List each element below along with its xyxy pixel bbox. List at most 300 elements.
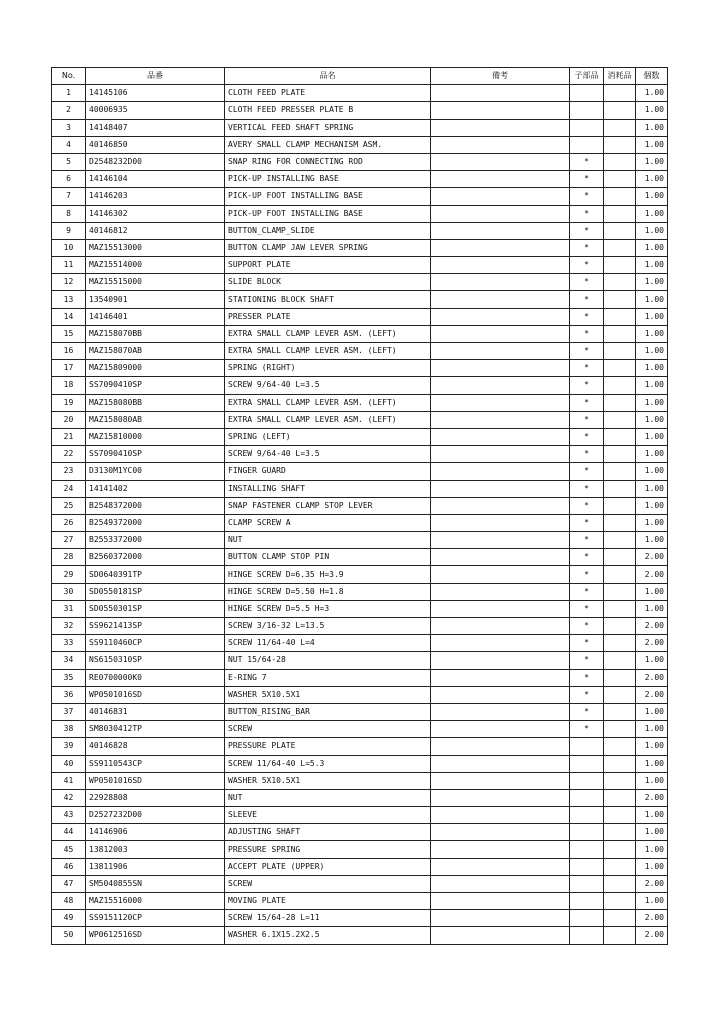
consumable-mark-cell <box>604 291 636 308</box>
row-number: 39 <box>52 738 86 755</box>
row-number: 15 <box>52 325 86 342</box>
quantity-cell: 1.00 <box>636 394 668 411</box>
part-name-cell: SLEEVE <box>225 807 431 824</box>
part-number-cell: 14146401 <box>86 308 225 325</box>
consumable-mark-cell <box>604 325 636 342</box>
table-row <box>52 446 668 463</box>
part-name-cell: SCREW 9/64-40 L=3.5 <box>225 377 431 394</box>
sub-part-mark-cell: * <box>570 446 604 463</box>
table-row <box>52 188 668 205</box>
sub-part-mark-cell: * <box>570 411 604 428</box>
table-row <box>52 875 668 892</box>
row-number: 25 <box>52 497 86 514</box>
parts-table-body <box>52 85 668 944</box>
quantity-cell: 2.00 <box>636 566 668 583</box>
consumable-mark-cell <box>604 446 636 463</box>
consumable-mark-cell <box>604 669 636 686</box>
part-name-cell: CLOTH FEED PLATE <box>225 85 431 102</box>
quantity-cell: 1.00 <box>636 480 668 497</box>
sub-part-mark-cell: * <box>570 686 604 703</box>
consumable-mark-cell <box>604 893 636 910</box>
consumable-mark-cell <box>604 618 636 635</box>
sub-part-mark-cell: * <box>570 239 604 256</box>
sub-part-mark-cell <box>570 910 604 927</box>
quantity-cell: 2.00 <box>636 669 668 686</box>
part-number-cell: SD0640391TP <box>86 566 225 583</box>
header-part-no: 品番 <box>86 68 225 85</box>
consumable-mark-cell <box>604 566 636 583</box>
table-row <box>52 824 668 841</box>
part-name-cell: PRESSER PLATE <box>225 308 431 325</box>
remarks-cell <box>431 411 570 428</box>
remarks-cell <box>431 858 570 875</box>
part-name-cell: HINGE SCREW D=5.5 H=3 <box>225 600 431 617</box>
quantity-cell: 1.00 <box>636 703 668 720</box>
remarks-cell <box>431 360 570 377</box>
table-row <box>52 514 668 531</box>
row-number: 4 <box>52 136 86 153</box>
sub-part-mark-cell: * <box>570 360 604 377</box>
consumable-mark-cell <box>604 377 636 394</box>
part-number-cell: D2548232D00 <box>86 153 225 170</box>
part-name-cell: EXTRA SMALL CLAMP LEVER ASM. (LEFT) <box>225 411 431 428</box>
part-number-cell: 13812003 <box>86 841 225 858</box>
quantity-cell: 1.00 <box>636 85 668 102</box>
table-row <box>52 325 668 342</box>
part-name-cell: PICK-UP FOOT INSTALLING BASE <box>225 205 431 222</box>
remarks-cell <box>431 446 570 463</box>
sub-part-mark-cell: * <box>570 377 604 394</box>
sub-part-mark-cell: * <box>570 343 604 360</box>
table-row <box>52 308 668 325</box>
quantity-cell: 1.00 <box>636 738 668 755</box>
part-number-cell: SS7090410SP <box>86 377 225 394</box>
remarks-cell <box>431 893 570 910</box>
table-row <box>52 910 668 927</box>
table-row <box>52 136 668 153</box>
table-row <box>52 549 668 566</box>
remarks-cell <box>431 325 570 342</box>
table-row <box>52 257 668 274</box>
quantity-cell: 2.00 <box>636 910 668 927</box>
header-remarks: 備考 <box>431 68 570 85</box>
sub-part-mark-cell: * <box>570 583 604 600</box>
quantity-cell: 1.00 <box>636 463 668 480</box>
table-row <box>52 222 668 239</box>
row-number: 43 <box>52 807 86 824</box>
part-name-cell: SCREW 3/16-32 L=13.5 <box>225 618 431 635</box>
consumable-mark-cell <box>604 411 636 428</box>
part-number-cell: MAZ15514000 <box>86 257 225 274</box>
remarks-cell <box>431 772 570 789</box>
row-number: 28 <box>52 549 86 566</box>
remarks-cell <box>431 257 570 274</box>
quantity-cell: 2.00 <box>636 789 668 806</box>
remarks-cell <box>431 153 570 170</box>
part-number-cell: SS9621413SP <box>86 618 225 635</box>
sub-part-mark-cell: * <box>570 325 604 342</box>
sub-part-mark-cell: * <box>570 188 604 205</box>
row-number: 17 <box>52 360 86 377</box>
quantity-cell: 1.00 <box>636 188 668 205</box>
remarks-cell <box>431 618 570 635</box>
consumable-mark-cell <box>604 583 636 600</box>
part-name-cell: WASHER 5X10.5X1 <box>225 772 431 789</box>
quantity-cell: 1.00 <box>636 291 668 308</box>
part-number-cell: 14146203 <box>86 188 225 205</box>
remarks-cell <box>431 222 570 239</box>
part-name-cell: PRESSURE PLATE <box>225 738 431 755</box>
sub-part-mark-cell: * <box>570 721 604 738</box>
quantity-cell: 2.00 <box>636 686 668 703</box>
part-number-cell: 14145106 <box>86 85 225 102</box>
table-row <box>52 343 668 360</box>
part-number-cell: 13811906 <box>86 858 225 875</box>
part-number-cell: 40146850 <box>86 136 225 153</box>
part-name-cell: SNAP FASTENER CLAMP STOP LEVER <box>225 497 431 514</box>
part-name-cell: CLAMP SCREW A <box>225 514 431 531</box>
consumable-mark-cell <box>604 343 636 360</box>
row-number: 31 <box>52 600 86 617</box>
header-no: No. <box>52 68 86 85</box>
part-number-cell: MAZ15515000 <box>86 274 225 291</box>
part-number-cell: 40006935 <box>86 102 225 119</box>
row-number: 35 <box>52 669 86 686</box>
part-number-cell: 22928808 <box>86 789 225 806</box>
row-number: 38 <box>52 721 86 738</box>
part-number-cell: SS9110543CP <box>86 755 225 772</box>
remarks-cell <box>431 669 570 686</box>
table-row <box>52 274 668 291</box>
consumable-mark-cell <box>604 85 636 102</box>
quantity-cell: 1.00 <box>636 600 668 617</box>
consumable-mark-cell <box>604 875 636 892</box>
table-row <box>52 377 668 394</box>
consumable-mark-cell <box>604 308 636 325</box>
part-name-cell: WASHER 6.1X15.2X2.5 <box>225 927 431 944</box>
consumable-mark-cell <box>604 721 636 738</box>
part-name-cell: AVERY SMALL CLAMP MECHANISM ASM. <box>225 136 431 153</box>
table-row <box>52 497 668 514</box>
row-number: 22 <box>52 446 86 463</box>
sub-part-mark-cell: * <box>570 635 604 652</box>
remarks-cell <box>431 600 570 617</box>
quantity-cell: 1.00 <box>636 428 668 445</box>
row-number: 7 <box>52 188 86 205</box>
consumable-mark-cell <box>604 755 636 772</box>
part-number-cell: SM8030412TP <box>86 721 225 738</box>
row-number: 9 <box>52 222 86 239</box>
header-qty: 個数 <box>636 68 668 85</box>
header-sub-part: 子部品 <box>570 68 604 85</box>
row-number: 13 <box>52 291 86 308</box>
remarks-cell <box>431 927 570 944</box>
sub-part-mark-cell: * <box>570 222 604 239</box>
table-row <box>52 807 668 824</box>
table-row <box>52 85 668 102</box>
part-number-cell: 14146104 <box>86 171 225 188</box>
table-row <box>52 893 668 910</box>
table-row <box>52 669 668 686</box>
part-name-cell: BUTTON CLAMP JAW LEVER SPRING <box>225 239 431 256</box>
part-name-cell: VERTICAL FEED SHAFT SPRING <box>225 119 431 136</box>
remarks-cell <box>431 532 570 549</box>
header-name: 品名 <box>225 68 431 85</box>
row-number: 14 <box>52 308 86 325</box>
sub-part-mark-cell <box>570 824 604 841</box>
row-number: 27 <box>52 532 86 549</box>
remarks-cell <box>431 480 570 497</box>
part-name-cell: WASHER 5X10.5X1 <box>225 686 431 703</box>
part-name-cell: CLOTH FEED PRESSER PLATE B <box>225 102 431 119</box>
consumable-mark-cell <box>604 360 636 377</box>
table-row <box>52 618 668 635</box>
quantity-cell: 1.00 <box>636 119 668 136</box>
table-row <box>52 738 668 755</box>
remarks-cell <box>431 738 570 755</box>
part-number-cell: MAZ158080BB <box>86 394 225 411</box>
table-row <box>52 360 668 377</box>
part-name-cell: E-RING 7 <box>225 669 431 686</box>
table-row <box>52 480 668 497</box>
remarks-cell <box>431 85 570 102</box>
remarks-cell <box>431 566 570 583</box>
table-row <box>52 772 668 789</box>
row-number: 32 <box>52 618 86 635</box>
consumable-mark-cell <box>604 927 636 944</box>
consumable-mark-cell <box>604 222 636 239</box>
sub-part-mark-cell <box>570 893 604 910</box>
quantity-cell: 1.00 <box>636 721 668 738</box>
part-name-cell: BUTTON CLAMP STOP PIN <box>225 549 431 566</box>
part-number-cell: SS9151120CP <box>86 910 225 927</box>
consumable-mark-cell <box>604 205 636 222</box>
remarks-cell <box>431 102 570 119</box>
consumable-mark-cell <box>604 171 636 188</box>
remarks-cell <box>431 343 570 360</box>
row-number: 5 <box>52 153 86 170</box>
table-row <box>52 755 668 772</box>
consumable-mark-cell <box>604 394 636 411</box>
part-number-cell: MAZ15513000 <box>86 239 225 256</box>
row-number: 34 <box>52 652 86 669</box>
part-number-cell: NS6150310SP <box>86 652 225 669</box>
part-number-cell: SM5040855SN <box>86 875 225 892</box>
consumable-mark-cell <box>604 274 636 291</box>
sub-part-mark-cell: * <box>570 257 604 274</box>
consumable-mark-cell <box>604 514 636 531</box>
consumable-mark-cell <box>604 824 636 841</box>
sub-part-mark-cell: * <box>570 532 604 549</box>
remarks-cell <box>431 652 570 669</box>
sub-part-mark-cell <box>570 841 604 858</box>
remarks-cell <box>431 703 570 720</box>
row-number: 23 <box>52 463 86 480</box>
part-number-cell: WP0501016SD <box>86 686 225 703</box>
row-number: 19 <box>52 394 86 411</box>
consumable-mark-cell <box>604 188 636 205</box>
part-name-cell: SCREW 15/64-28 L=11 <box>225 910 431 927</box>
table-row <box>52 239 668 256</box>
part-name-cell: SUPPORT PLATE <box>225 257 431 274</box>
quantity-cell: 1.00 <box>636 257 668 274</box>
consumable-mark-cell <box>604 549 636 566</box>
remarks-cell <box>431 583 570 600</box>
quantity-cell: 1.00 <box>636 153 668 170</box>
remarks-cell <box>431 807 570 824</box>
remarks-cell <box>431 721 570 738</box>
remarks-cell <box>431 463 570 480</box>
quantity-cell: 1.00 <box>636 446 668 463</box>
part-number-cell: MAZ158080AB <box>86 411 225 428</box>
row-number: 47 <box>52 875 86 892</box>
table-row <box>52 858 668 875</box>
table-row <box>52 721 668 738</box>
quantity-cell: 1.00 <box>636 411 668 428</box>
remarks-cell <box>431 274 570 291</box>
consumable-mark-cell <box>604 153 636 170</box>
consumable-mark-cell <box>604 532 636 549</box>
remarks-cell <box>431 239 570 256</box>
row-number: 18 <box>52 377 86 394</box>
parts-table <box>51 67 668 945</box>
remarks-cell <box>431 910 570 927</box>
part-number-cell: SD0550181SP <box>86 583 225 600</box>
part-name-cell: EXTRA SMALL CLAMP LEVER ASM. (LEFT) <box>225 343 431 360</box>
consumable-mark-cell <box>604 772 636 789</box>
part-name-cell: EXTRA SMALL CLAMP LEVER ASM. (LEFT) <box>225 325 431 342</box>
table-row <box>52 686 668 703</box>
consumable-mark-cell <box>604 257 636 274</box>
consumable-mark-cell <box>604 858 636 875</box>
table-row <box>52 411 668 428</box>
row-number: 48 <box>52 893 86 910</box>
sub-part-mark-cell <box>570 772 604 789</box>
part-name-cell: NUT <box>225 532 431 549</box>
consumable-mark-cell <box>604 652 636 669</box>
table-header-row <box>52 68 668 85</box>
sub-part-mark-cell: * <box>570 618 604 635</box>
sub-part-mark-cell: * <box>570 480 604 497</box>
sub-part-mark-cell: * <box>570 669 604 686</box>
quantity-cell: 1.00 <box>636 239 668 256</box>
row-number: 10 <box>52 239 86 256</box>
part-name-cell: ACCEPT PLATE (UPPER) <box>225 858 431 875</box>
quantity-cell: 1.00 <box>636 102 668 119</box>
header-consumable: 消耗品 <box>604 68 636 85</box>
row-number: 3 <box>52 119 86 136</box>
sub-part-mark-cell: * <box>570 428 604 445</box>
table-row <box>52 841 668 858</box>
part-number-cell: MAZ158070AB <box>86 343 225 360</box>
part-number-cell: WP0501016SD <box>86 772 225 789</box>
part-name-cell: PICK-UP FOOT INSTALLING BASE <box>225 188 431 205</box>
row-number: 21 <box>52 428 86 445</box>
table-row <box>52 463 668 480</box>
quantity-cell: 1.00 <box>636 377 668 394</box>
row-number: 45 <box>52 841 86 858</box>
remarks-cell <box>431 824 570 841</box>
table-row <box>52 600 668 617</box>
row-number: 6 <box>52 171 86 188</box>
sub-part-mark-cell: * <box>570 205 604 222</box>
part-name-cell: SCREW <box>225 721 431 738</box>
sub-part-mark-cell <box>570 858 604 875</box>
part-name-cell: SNAP RING FOR CONNECTING ROD <box>225 153 431 170</box>
quantity-cell: 2.00 <box>636 549 668 566</box>
consumable-mark-cell <box>604 841 636 858</box>
sub-part-mark-cell <box>570 755 604 772</box>
quantity-cell: 1.00 <box>636 583 668 600</box>
row-number: 49 <box>52 910 86 927</box>
part-name-cell: PRESSURE SPRING <box>225 841 431 858</box>
table-row <box>52 119 668 136</box>
consumable-mark-cell <box>604 239 636 256</box>
sub-part-mark-cell: * <box>570 703 604 720</box>
quantity-cell: 1.00 <box>636 274 668 291</box>
remarks-cell <box>431 308 570 325</box>
part-number-cell: D3130M1YC00 <box>86 463 225 480</box>
sub-part-mark-cell <box>570 789 604 806</box>
remarks-cell <box>431 497 570 514</box>
table-row <box>52 428 668 445</box>
part-number-cell: B2548372000 <box>86 497 225 514</box>
part-name-cell: NUT 15/64-28 <box>225 652 431 669</box>
part-number-cell: WP0612516SD <box>86 927 225 944</box>
sub-part-mark-cell <box>570 85 604 102</box>
table-row <box>52 171 668 188</box>
table-row <box>52 583 668 600</box>
table-row <box>52 566 668 583</box>
sub-part-mark-cell <box>570 136 604 153</box>
table-row <box>52 635 668 652</box>
part-name-cell: FINGER GUARD <box>225 463 431 480</box>
part-number-cell: 13540901 <box>86 291 225 308</box>
quantity-cell: 1.00 <box>636 772 668 789</box>
remarks-cell <box>431 428 570 445</box>
remarks-cell <box>431 755 570 772</box>
row-number: 16 <box>52 343 86 360</box>
part-number-cell: 40146831 <box>86 703 225 720</box>
row-number: 40 <box>52 755 86 772</box>
part-name-cell: SCREW 11/64-40 L=4 <box>225 635 431 652</box>
sub-part-mark-cell: * <box>570 274 604 291</box>
quantity-cell: 1.00 <box>636 841 668 858</box>
part-number-cell: B2549372000 <box>86 514 225 531</box>
table-row <box>52 652 668 669</box>
sub-part-mark-cell: * <box>570 549 604 566</box>
remarks-cell <box>431 171 570 188</box>
quantity-cell: 1.00 <box>636 807 668 824</box>
part-name-cell: SLIDE BLOCK <box>225 274 431 291</box>
row-number: 2 <box>52 102 86 119</box>
remarks-cell <box>431 291 570 308</box>
part-number-cell: SS7090410SP <box>86 446 225 463</box>
part-name-cell: BUTTON_RISING_BAR <box>225 703 431 720</box>
row-number: 42 <box>52 789 86 806</box>
quantity-cell: 1.00 <box>636 171 668 188</box>
row-number: 24 <box>52 480 86 497</box>
part-name-cell: SCREW 11/64-40 L=5.3 <box>225 755 431 772</box>
table-row <box>52 153 668 170</box>
quantity-cell: 1.00 <box>636 514 668 531</box>
part-number-cell: MAZ158070BB <box>86 325 225 342</box>
part-name-cell: SPRING (LEFT) <box>225 428 431 445</box>
part-name-cell: EXTRA SMALL CLAMP LEVER ASM. (LEFT) <box>225 394 431 411</box>
remarks-cell <box>431 789 570 806</box>
table-row <box>52 703 668 720</box>
quantity-cell: 1.00 <box>636 893 668 910</box>
